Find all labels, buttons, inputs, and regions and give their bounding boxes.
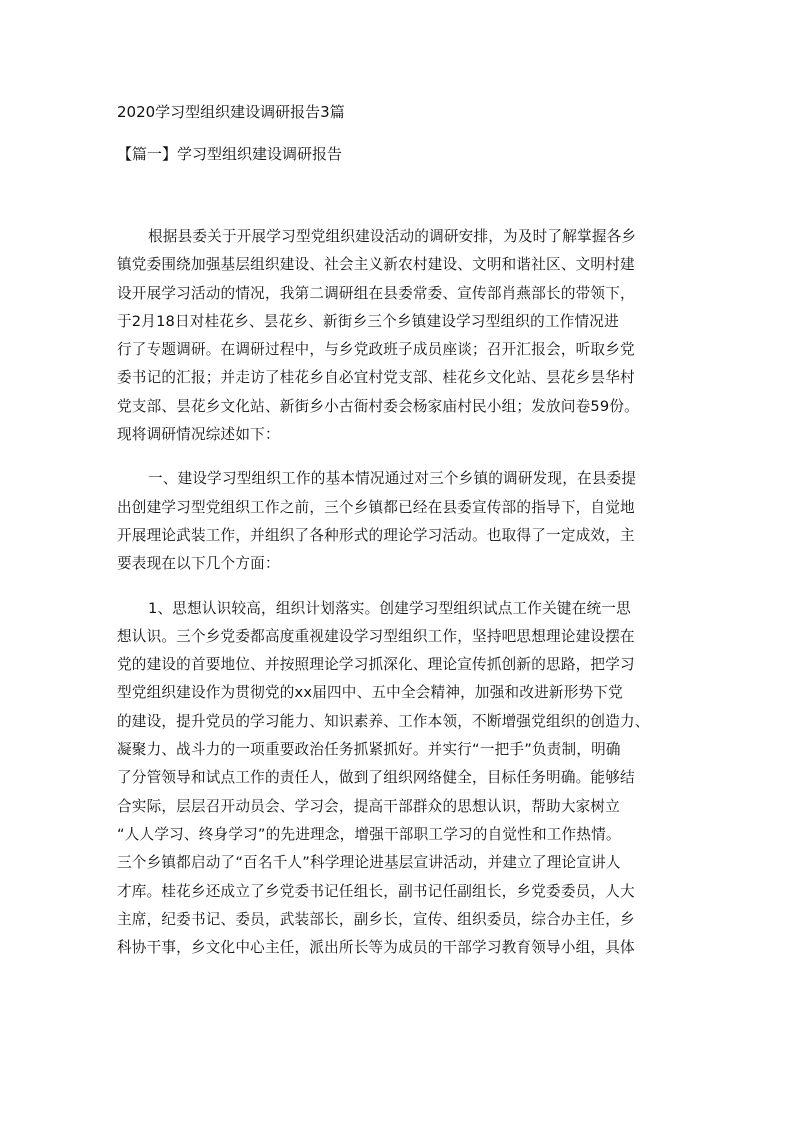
text-line: 的建设，提升党员的学习能力、知识素养、工作本领，不断增强党组织的创造力、 bbox=[117, 712, 650, 730]
text-line: 根据县委关于开展学习型党组织建设活动的调研安排，为及时了解掌握各乡 bbox=[148, 228, 637, 245]
paragraph-basic-situation bbox=[117, 465, 689, 578]
text-line: 三个乡镇都启动了“百名千人”科学理论进基层宣讲活动，并建立了理论宣讲人 bbox=[117, 854, 621, 872]
text-line: 党的建设的首要地位、并按照理论学习抓深化、理论宣传抓创新的思路，把学习 bbox=[117, 656, 635, 674]
text-line: 才库。桂花乡还成立了乡党委书记任组长，副书记任副组长，乡党委委员，人大 bbox=[117, 882, 635, 900]
text-line: 想认识。三个乡党委都高度重视建设学习型组织工作，坚持吧思想理论建设摆在 bbox=[117, 627, 635, 645]
text-line: 型党组织建设作为贯彻党的xx届四中、五中全会精神，加强和改进新形势下党 bbox=[117, 684, 623, 702]
text-line: 1、思想认识较高，组织计划落实。创建学习型组织试点工作关键在统一思 bbox=[148, 599, 631, 617]
paragraph-point-one bbox=[117, 595, 689, 963]
text-line: 开展理论武装工作，并组织了各种形式的理论学习活动。也取得了一定成效，主 bbox=[117, 526, 635, 544]
text-line: 镇党委围绕加强基层组织建设、社会主义新农村建设、文明和谐社区、文明村建 bbox=[117, 256, 635, 274]
text-line: 合实际，层层召开动员会、学习会，提高干部群众的思想认识，帮助大家树立 bbox=[117, 797, 620, 815]
document-title: 2020学习型组织建设调研报告3篇 bbox=[117, 103, 345, 121]
text-line: 委书记的汇报；并走访了桂花乡自必宜村党支部、桂花乡文化站、昙花乡昙华村 bbox=[117, 369, 635, 387]
section-heading: 【篇一】学习型组织建设调研报告 bbox=[117, 145, 343, 163]
text-line: 要表现在以下几个方面： bbox=[117, 555, 280, 573]
text-line: 行了专题调研。在调研过程中，与乡党政班子成员座谈；召开汇报会，听取乡党 bbox=[117, 341, 635, 359]
text-line: 设开展学习活动的情况，我第二调研组在县委常委、宣传部肖燕部长的带领下， bbox=[117, 284, 635, 302]
text-line: 了分管领导和试点工作的责任人，做到了组织网络健全，目标任务明确。能够结 bbox=[117, 769, 635, 787]
report-body bbox=[117, 223, 689, 978]
text-line: 现将调研情况综述如下： bbox=[117, 426, 280, 444]
text-line: “人人学习、终身学习”的先进理念，增强干部职工学习的自觉性和工作热情。 bbox=[117, 825, 621, 843]
text-line: 于2月18日对桂花乡、昙花乡、新街乡三个乡镇建设学习型组织的工作情况进 bbox=[117, 312, 619, 330]
text-line: 一、建设学习型组织工作的基本情况通过对三个乡镇的调研发现，在县委提 bbox=[148, 470, 637, 488]
paragraph-intro bbox=[117, 223, 689, 449]
text-line: 党支部、昙花乡文化站、新街乡小古衙村委会杨家庙村民小组；发放问卷59份。 bbox=[117, 397, 639, 415]
text-line: 主席，纪委书记、委员，武装部长，副乡长，宣传、组织委员，综合办主任，乡 bbox=[117, 910, 635, 928]
text-line: 科协干事，乡文化中心主任，派出所长等为成员的干部学习教育领导小组，具体 bbox=[117, 939, 635, 957]
text-line: 出创建学习型党组织工作之前，三个乡镇都已经在县委宣传部的指导下，自觉地 bbox=[117, 498, 635, 516]
text-line: 凝聚力、战斗力的一项重要政治任务抓紧抓好。并实行“一把手”负责制，明确 bbox=[117, 741, 621, 759]
